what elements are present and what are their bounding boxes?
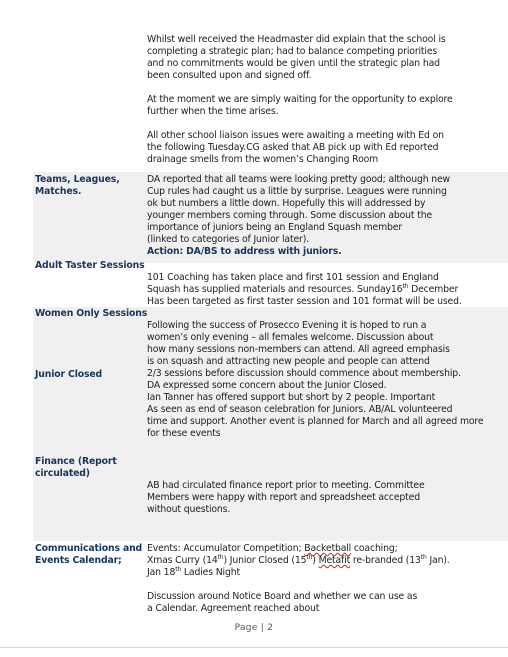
page-divider bbox=[0, 647, 508, 648]
teams-line: importance of juniors being an England Squash member bbox=[147, 222, 403, 233]
intro-line: been consulted upon and signed off. bbox=[147, 70, 312, 81]
page-number: Page | 2 bbox=[234, 623, 274, 633]
intro-line: drainage smells from the women’s Changing Room bbox=[147, 154, 379, 165]
teams-line: (linked to categories of Junior later). bbox=[147, 234, 309, 245]
adult-taster-line: Has been targeted as first taster session and 101 format will be used. bbox=[147, 296, 462, 307]
women-only-line: how many sessions non-members can attend. All agreed emphasis bbox=[147, 344, 450, 355]
teams-line: ok but numbers a little down. Hopefully this will addressed by bbox=[147, 198, 426, 209]
intro-line: All other school liaison issues were awaiting a meeting with Ed on bbox=[147, 130, 444, 141]
comms-line: Jan 18th Ladies Night bbox=[147, 565, 240, 578]
comms-line: a Calendar. Agreement reached about bbox=[147, 603, 320, 614]
teams-line: Cup rules had caught us a little by surprise. Leagues were running bbox=[147, 186, 447, 197]
section-heading-finance: Finance (Report bbox=[35, 456, 117, 467]
intro-line: further when the time arises. bbox=[147, 106, 279, 117]
intro-line: and no commitments would be given until the strategic plan had bbox=[147, 58, 440, 69]
intro-line: completing a strategic plan; had to balance competing priorities bbox=[147, 46, 438, 57]
women-only-line: Following the success of Prosecco Evening it is hoped to run a bbox=[147, 320, 427, 331]
adult-taster-line: 101 Coaching has taken place and first 101 session and England bbox=[147, 272, 439, 283]
intro-line: At the moment we are simply waiting for the opportunity to explore bbox=[147, 94, 453, 105]
teams-line: younger members coming through. Some discussion about the bbox=[147, 210, 433, 221]
comms-line: Discussion around Notice Board and whether we can use as bbox=[147, 591, 418, 602]
junior-closed-line: for these events bbox=[147, 428, 221, 439]
section-heading-junior-closed: Junior Closed bbox=[35, 369, 103, 380]
women-only-line: 2/3 sessions before discussion should commence about membership. bbox=[147, 368, 461, 379]
finance-line: AB had circulated finance report prior to meeting. Committee bbox=[147, 480, 425, 491]
finance-line: without questions. bbox=[147, 504, 231, 515]
section-heading-comms: Events Calendar; bbox=[35, 555, 122, 566]
comms-line: Xmas Curry (14th) Junior Closed (15th) Metafit re-branded (13th Jan). bbox=[147, 553, 450, 566]
teams-action: Action: DA/BS to address with juniors. bbox=[147, 246, 342, 257]
comms-line: Events: Accumulator Competition; Backetball coaching; bbox=[147, 543, 398, 554]
intro-line: the following Tuesday.CG asked that AB pick up with Ed reported bbox=[147, 142, 439, 153]
section-heading-adult-taster: Adult Taster Sessions bbox=[35, 260, 145, 271]
intro-line: Whilst well received the Headmaster did explain that the school is bbox=[147, 34, 446, 45]
section-heading-teams: Matches. bbox=[35, 186, 82, 197]
section-heading-teams: Teams, Leagues, bbox=[35, 174, 120, 185]
finance-line: Members were happy with report and spreadsheet accepted bbox=[147, 492, 420, 503]
adult-taster-line: Squash has supplied materials and resources. Sunday16th December bbox=[147, 282, 459, 295]
junior-closed-line: As seen as end of season celebration for Juniors. AB/AL volunteered bbox=[147, 404, 453, 415]
section-heading-comms: Communications and bbox=[35, 543, 143, 554]
teams-line: DA reported that all teams were looking pretty good; although new bbox=[147, 174, 451, 185]
women-only-line: is on squash and attracting new people and people can attend bbox=[147, 356, 430, 367]
women-only-line: women’s only evening – all females welcome. Discussion about bbox=[147, 332, 434, 343]
junior-closed-line: time and support. Another event is planned for March and all agreed more bbox=[147, 416, 484, 427]
section-heading-women-only: Women Only Sessions bbox=[35, 308, 148, 319]
junior-closed-line: Ian Tanner has offered support but short by 2 people. Important bbox=[147, 392, 436, 403]
junior-closed-line: DA expressed some concern about the Junior Closed. bbox=[147, 380, 387, 391]
section-heading-finance: circulated) bbox=[35, 468, 90, 479]
